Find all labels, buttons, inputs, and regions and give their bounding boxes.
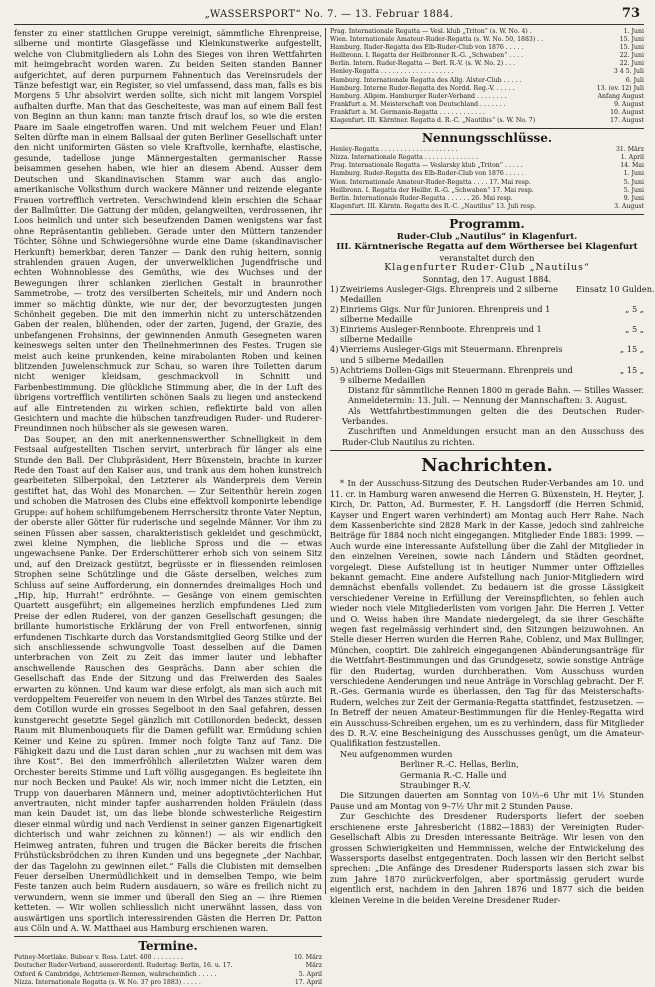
nennung-row-date: 14. Mai — [620, 162, 644, 170]
regatta-date-row — [330, 28, 644, 36]
regatta-date-row-date: 9. August — [614, 100, 644, 108]
regatta-date-row-event: Prag. Internationale Regatta — Vesl. klub „Triton“ (s. W. No. 4) . — [330, 28, 532, 35]
article-paragraph: Das Souper, an den mit anerkennenswerther Schnelligkeit in dem Festsaal aufgestellten Tischen servirt, unterbrach für länger als eine Stunde den Ball. Der Clubpräsident, Herr Büxenstein, brachte in kurzer Rede den Toast auf den Kaiser aus, und trank aus dem hohen kunstreich gearbeiteten Silberpokal, den Letzterer als Wanderpreis dem Verein gestiftet hat, das Wohl des Monarchen. — Zur Seitenthür herein zogen und schoben die Matrosen des Clubs eine effektvoll komponirte lebendige Gruppe: auf hohem schilfumgebenem Herrschersitz thronte Vater Neptun, der oberste aller Götter für ruderische und segelnde Männer. Vor ihm zu seinen Füssen aber sassen, charakteristisch gekleidet und geschmückt, zwei kleine Nymphen, die liebliche Spross und die — etwas ungewachsene Panke. Der Erderschütterer erhob sich von seinem Sitz und, auf den Dreizack gestützt, begrüsste er in fliessenden reimlosen Strophen seine Schützlinge und die Gäste derselben, welches zum Schluss auf seine Aufforderung, ein donnerndes dreimaliges Hoch und „Hip, hip, Hurrah!“ erdröhnte. — Gesänge von einem gemischten Quartett ausgeführt; ein allgemeines herzlich empfundenes Lied zum Preise der edlen Ruderei, von der ganzen Gesellschaft gesungen; die brillante humoristische Erklärung der von Frell entworfenen, sinnig erfundenen Tischkarte durch das Vorstandsmitglied Georg Stilke und der sich anschliessende schwungvolle Toast desselben auf die Damen unterbrachen von Zeit zu Zeit das immer lauter und lebhafter anschwellende Rauschen des Gesprächs. Dann aber schien die Gesellschaft das Ende der Sitzung und das Freiwerden des Saales erwarten zu können. Und kaum war diese erfolgt, als man sich auch mit verdoppeltem Feuereifer von neuem in den Wirbel des Tanzes stürzte. Bei dem Cotillon wurde ein grosses Segelboot in den Saal gefahren, dessen kunstgerecht gesetzte Segel gänzlich mit Cotillonorden bedeckt, dessen Raum mit Blumenbouquets für die Damen gefüllt war. Ermüdung schien Keiner und Keine zu spüren. Immer noch folgte Tanz auf Tanz. Die Fähigkeit dazu und die Lust daran schien „nur zu wachsen mit dem was ihre Kost“. Bei den immerfröhlich alleriletzten Walzer waren dem Orchester bereits Stimme und Luft völlig ausgegangen. Es begleitete ihn nur noch Becken und Pauke! Als wir, noch immer nicht die Letzten, ein Trupp von dauerbaren Männern und, meiner adoptivtöchterlichen Hut anvertrauten, nicht minder tapfer ausharrenden holden Fräulein (dass man kein Daudet ist, um das liebe blonde schwesterliche Reigestirn dieser einmal würdig und nach Verdienst in seiner ganzen Eigenartigkeit dichterisch und wahr zeichnen zu können!) — als wir endlich den Heimweg antraten, fuhren und trugen die Bäcker bereits die frischen Frühstücksbrödchen zu ihren Kunden und uns begegnete „der Nachbar, der das Tagelohn zu gewinnen eilet.“ Falls die Clubisten mit demselben Feuer derselben Unermüdlichkeit und in demselben Tempo, wie beim Feste tanzen auch beim Rudern ausdauern, so wäre es freilich nicht zu verwundern, wenn sie immer und überall den Sieg an — ihre Riemen ketteten. — Wir wollen schliesslich nicht unerwähnt lassen, dass von auswärtigen uns sportlich interessirenden Gästen die Herren Dr. Patton aus Cöln und A. W. Matthaei aus Hamburg erschienen waren. — [14, 433, 323, 933]
sitting-paragraph: Die Sitzungen dauerten am Sonntag von 10½–6 Uhr mit 1½ Stunden Pause und am Montag von 9–7½ Uhr mit 2 Stunden Pause. — [330, 790, 644, 811]
nennung-row-date: 1. April — [620, 154, 644, 162]
race-number: 1) — [330, 283, 339, 294]
regatta-date-row — [330, 109, 644, 117]
page-header — [14, 8, 644, 25]
race-entry — [330, 344, 644, 364]
programm-organiser: veranstaltet durch den — [439, 252, 535, 263]
new-member: Germania R.-C. Halle und — [400, 769, 507, 780]
programm-club-name: Klagenfurter Ruder-Club „Nautilus“ — [384, 262, 590, 274]
regatta-date-row-event: Frankfurt a. M. Germania-Regatta . . . . . . . . . . . . — [330, 108, 485, 116]
termine-date: 17. April — [294, 978, 322, 986]
nennung-row-event: Nizza. Internationale Regatta . . . . . . . . . . . . . . — [330, 154, 478, 162]
race-fee: „ 15 „ — [619, 364, 644, 375]
regatta-date-row-date: 15. Juni — [619, 44, 644, 52]
race-fee: „ 5 „ — [625, 304, 644, 315]
race-number: 5) — [330, 364, 339, 375]
regatta-date-row — [330, 93, 644, 101]
header-title: „WASSERSPORT“ No. 7. — 13. Februar 1884. — [204, 9, 454, 20]
page-number: 73 — [621, 6, 640, 21]
regatta-date-row-date: 6. Juli — [625, 76, 644, 84]
termine-date: 10. März — [293, 954, 322, 962]
termine-row — [14, 979, 322, 987]
regatta-date-row-event: Hamburg. Interne Ruder-Regatta des Nordd. Reg.-V. . . . . . — [330, 84, 515, 92]
regatta-date-row-event: Hamburg. Internationale Regatta des Allg. Alster-Club . . . . . — [330, 76, 522, 84]
race-number: 3) — [330, 324, 339, 335]
geschichte-paragraph: Zur Geschichte des Dresdener Rudersports liefert der soeben erschienene erste Jahresbericht (1882—1883) der Vereinigten Ruder-Gesellschaft Albis zu Dresden interessante Beiträge. Wir lesen von den grossen Schwierigkeiten und Hemmnissen, welche der Entwickelung des Wassersports daselbst entgegentraten. Doch lassen wir den Bericht selbst sprechen: „Die Anfänge des Dresdener Rudersports lassen sich zwar bis zum Jahre 1870 zurückverfolgen, aber sportmässig gerudert wurde eigentlich erst, nachdem in den Jahren 1876 und 1877 sich die beiden kleinen Vereine in die beiden Vereine Dresdener Ruder- — [330, 811, 644, 905]
nennung-row — [330, 146, 644, 154]
nennung-heading: Nennungsschlüsse. — [421, 131, 553, 146]
race-fee: „ 5 „ — [625, 324, 644, 335]
regatta-date-row-date: 17. August — [610, 117, 644, 125]
programm-heading: Programm. — [449, 216, 525, 231]
regatta-date-row — [330, 68, 644, 76]
nennung-row — [330, 162, 644, 170]
new-members-intro: Neu aufgenommen wurden — [340, 748, 453, 759]
race-description: Vierriems Ausleger-Gigs mit Steuermann. Ehrenpreis und 5 silberne Medaillen — [340, 344, 563, 365]
regatta-date-row-event: Hamburg. Ruder-Regatta des Elb-Ruder-Club von 1876 . . . . . — [330, 44, 524, 52]
regatta-date-row-date: 3 4 5. Juli — [613, 68, 644, 76]
termine-event: Putney-Mortlake. Bubear v. Ross. Latrl. 400 . . . . . . . . — [14, 954, 183, 962]
regatta-date-row — [330, 44, 644, 52]
regatta-date-row-event: Klagenfurt. III. Kärntner. Regatta d. R.-C. „Nautilus“ (s. W. No. 7) — [330, 117, 536, 125]
left-column — [14, 28, 323, 986]
divider — [14, 936, 322, 937]
nennung-row-date: 9. Juni — [623, 194, 644, 202]
termine-row — [14, 954, 322, 962]
right-column — [330, 28, 655, 905]
race-description: Einriems Gigs. Nur für Junioren. Ehrenpreis und 1 silberne Medaille — [340, 304, 551, 325]
nennung-list — [330, 146, 644, 211]
programm-regatta: III. Kärntnerische Regatta auf dem Wörthersee bei Klagenfurt — [336, 242, 638, 253]
regatta-date-row-event: Frankfurt a. M. Meisterschaft von Deutschland . . . . . . . — [330, 100, 506, 108]
regatta-date-row-date: 10. August — [610, 108, 644, 116]
nennung-row-event: Prag. Internationale Regatta — Veslarsky klub „Triton“ . . . . . — [330, 162, 523, 170]
nennung-row-event: Klagenfurt. III. Kärntn. Regatta des R.-C. „Nautilus“ 13. Juli resp. — [330, 202, 536, 210]
nennung-row-event: Heilbronn. I. Regatta der Heilbr. R.-G. „Schwaben“ 17. Mai resp. — [330, 186, 534, 194]
race-entry — [330, 283, 655, 304]
regatta-date-row-date: 13. (ev. 12) Juli — [596, 84, 644, 92]
nennung-row — [330, 203, 644, 211]
nennung-row — [330, 154, 644, 162]
nennung-row-date: 5. Juni — [623, 186, 644, 194]
programm-note: Als Wettfahrtbestimmungen gelten die des Deutschen Ruder-Verbandes. — [342, 405, 644, 427]
race-description: Zweiriems Ausleger-Gigs. Ehrenpreis und 2 silberne Medaillen — [340, 283, 558, 304]
termine-event: Nizza. Internationale Regatta (s. W. No. 37 pro 1883) . . . . . — [14, 978, 201, 986]
termine-event: Deutscher Ruder-Verband, ausserordentl. Rudertag: Berlin, 16. u. 17. — [14, 962, 233, 970]
regatta-dates-list — [330, 28, 644, 125]
regatta-date-row-event: Heilbronn. I. Regatta der Heilbronner R.-G. „Schwaben“ . . . . — [330, 52, 524, 60]
regatta-date-row-event: Wien. Internationale Amateur-Ruder-Regatta (s. W. No. 50, 1883) . . — [330, 36, 544, 44]
nennung-row-date: 1. Juni — [623, 170, 644, 178]
nennung-row-date: 31. März — [615, 146, 644, 154]
regatta-date-row — [330, 101, 644, 109]
regatta-date-row — [330, 52, 644, 60]
race-fee: „ 15 „ — [619, 344, 644, 355]
nennung-row — [330, 170, 644, 178]
regatta-date-row — [330, 36, 644, 44]
regatta-date-row-event: Hamburg. Allgem. Hamburger Ruder-Verband . . . . . . . . — [330, 92, 507, 100]
termine-row — [14, 962, 322, 970]
race-list — [330, 283, 655, 385]
termine-date: 5. April — [298, 970, 322, 978]
nennung-row-event: Hamburg. Ruder-Regatta des Elb-Ruder-Club von 1876 . . . . . — [330, 170, 524, 178]
regatta-date-row-date: Anfang August — [597, 92, 644, 100]
regatta-date-row-date: 1. Juni — [623, 28, 644, 35]
nennung-row-event: Henley-Regatta . . . . . . . . . . . . . . . . . . . . — [330, 146, 458, 154]
programm-note: Zuschriften und Anmeldungen ersucht man an den Ausschuss des Ruder-Club Nautilus zu richten. — [342, 426, 644, 447]
divider — [330, 128, 644, 129]
regatta-date-row-date: 22. Juni — [619, 52, 644, 60]
regatta-date-row-date: 22. Juni — [619, 60, 644, 68]
race-entry — [330, 304, 644, 324]
regatta-date-row — [330, 117, 644, 125]
article-paragraph: fenster zu einer stattlichen Gruppe vereinigt, sämmtliche Ehrenpreise, silberne und montirte Glasgefässe und Kleinkunstwerke aufgestellt, welche von Clubmitgliedern als Lohn des Sieges von ihren Wettfahrten mit heimgebracht worden waren. Zu beiden Seiten standen Banner aufgerichtet, auf deren purpurnem Fahnentuch das Vereinsrudels der Tänze befestigt war, ein Register, so viel umfassend, dass man, falls es bis Morgens 5 Uhr absolvirt werden sollte, sich nicht mit langem Vorspiel aufhalten durfte. Man that das Gescheiteste, was man auf einem Ball fest von Beginn an thun kann: man tanzte frisch drauf los, so wie die ersten Paare im Saale eingetroffen waren. Und mit welchem Feuer und Elan! Selten dürfte man in einem Ballsaal der guten Berliner Gesellschaft unter den nicht uniformirten Gästen so viele Kraftvolle, kernhafte, elastische, gesunde, tadellose junge Männergestalten germanischer Rasse beisammen gesehen haben, wie hier an diesem Abend. Ausser dem Deutschen und Skandinavischen Stamm war auch das anglo-amerikanische Volksthum durch wackere Männer und reizende elegante Frauen vortrefflich vertreten. Verschwindend klein erschien die Schaar der Ballmütter. Die Gattung der müden, gelangweilten, verdrossenen, ihr Loos heimlich und unter sich beseufzenden Damen wenigstens war fast ohne Repräsentantin geblieben. Gerade unter den Müttern tanzender Töchter, Söhne und Schwiegersöhne wurde eine Dame (skandinavischer Herkunft) bemerkbar, deren Tanzer — Dank den ruhig heitern, sonnig strahlenden grauen Augen, der unverwelklichen Jugendfrische und echten Wohnnoblesse des Gemüths, wie des Wuchses und der Bewegungen ihrer schlanken zierlichen Gestalt in braunrother Sammetrobe, — trotz des versilberten Scheitels, mir und Andern noch immer so mächtig dünkte, wie nur der, der bevorzugtesten jungen Schönheit gegeben. Die mit den immerhin nicht zu unterschätzenden Gaben der realen, blühenden, oder der zarten, Jugend, der Grazie, des unbefangenen Frohsinns, der gewinnenden Anmuth Gesegneten waren keineswegs selten unter den Theilnehmerinnen des Festes. Trugen sie meist auch keine prunkenden, keine mirabolanten Roben und keinen blitzenden Juwelenschmuck zur Schau, so waren ihre Toiletten darum nicht weniger kleidsam, geschmackvoll in Schnitt und Farbenbestimmung. Die glückliche Stimmung aber, die in der Luft des übrigens vortrefflich ventilirten schönen Saals zu liegen und ansteckend auf alle Eintretenden zu wirken schien, reflektirte bald von allen Gesichtern und machte die hübschen tanzfreudigen Ruder- und Ruderer-Freundinnen noch hübscher als sie gewesen waren. — [14, 28, 322, 434]
race-number: 4) — [330, 344, 339, 355]
race-description: Einriems Ausleger-Rennboote. Ehrenpreis und 1 silberne Medaille — [340, 324, 542, 345]
regatta-date-row-event: Henley-Regatta . . . . . . . . . . . . . . . . . . . — [330, 68, 454, 76]
divider — [330, 214, 644, 215]
nennung-row-date: 5. Juni — [623, 178, 644, 186]
nennung-row-event: Wien. Internationale Amateur-Ruder-Regatta . . . . 17. Mai resp. — [330, 178, 531, 186]
divider — [330, 450, 644, 451]
new-member: Straubinger R.-V. — [400, 780, 471, 791]
race-number: 2) — [330, 304, 339, 315]
new-member: Berliner R.-C. Hellas, Berlin, — [400, 759, 519, 770]
termine-row — [14, 971, 322, 979]
termine-heading: Termine. — [138, 939, 198, 954]
programm-club: Ruder-Club „Nautilus“ in Klagenfurt. — [396, 231, 578, 242]
column-rule — [325, 28, 326, 894]
termine-event: Oxford & Cambridge, Achtriemer-Rennen, wahrscheinlich . . . . . — [14, 970, 217, 978]
regatta-date-row — [330, 60, 644, 68]
race-fee: Einsatz 10 Gulden. — [576, 283, 655, 294]
nennung-row — [330, 187, 644, 195]
regatta-date-row-date: 15. Juni — [619, 36, 644, 44]
nennung-row-date: 3. August — [614, 202, 644, 210]
regatta-date-row — [330, 77, 644, 85]
news-paragraph: * In der Ausschuss-Sitzung des Deutschen Ruder-Verbandes am 10. und 11. cr. in Hamburg waren anwesend die Herren G. Büxenstein, H. Heyter, J. Kirch, Dr. Patton, Ad. Burmester, F. H. Langsdorff (die Herren Schmid, Kayser und Engert waren verhindert) am Montag auch Herr Rahe. Nach dem Kassenberichte sind 2828 Mark in der Kasse, jedoch sind zahlreiche Beiträge für 1884 noch nicht eingegangen. Mitglieder Ende 1883: 1999. — Auch wurde eine interessante Aufstellung über die Zahl der Mitglieder in den einzelnen Vereinen, sowie nach Ländern und Städten geordnet, vorgelegt. Diese Aufstellung ist in heutiger Nummer unter Offizielles bekannt gemacht. Eine andere Aufstellung nach Junior-Mitgliedern wird demnächst ebenfalls vollendet. Zu bedauern ist die grosse Lässigkeit verschiedener Vereine in Erfüllung der Vereinspflichten, so fehlen auch wieder noch viele Mitgliederlisten vom vorigen Jahr. Die Herren J. Vetter und O. Weiss haben ihre Mandate niedergelegt, da sie ihrer Geschäfte wegen fast regelmässig verhindert sind, den Sitzungen beizuwohnen. An Stelle dieser Herren wurden die Herren Rahe, Coblenz, und Max Bullinger, München, cooptirt. Die zahlreich eingegangenen Abänderungsanträge für die Wettfahrt-Bestimmungen und das Grundgesetz, sowie sonstige Anträge für den Rudertag, wurden durchberathen. Vom Ausschuss wurden verschiedene Aenderungen und neue Anträge in Vorschlag gebracht. Der F. R.-Ges. Germania wurde es überlassen, den Tag für das Meisterschafts-Rudern, welches zur Zeit der Germania-Regatta stattfindet, festzusetzen. — In Betreff der neuen Amateur-Bestimmungen für die Henley-Regatta wird ein Ausschuss-Schreiben ergehen, um es zu verhindern, dass für Mitglieder des D. R.-V. eine Bescheinigung des Ausschusses genügt, um die Amateur-Qualifikation festzustellen. — [330, 478, 644, 749]
termine-date: März — [305, 962, 322, 970]
programm-note: Anmeldetermin: 13. Juli. — Nennung der Mannschaften: 3. August. — [348, 395, 628, 406]
nachrichten-heading: Nachrichten. — [421, 455, 553, 477]
regatta-date-row-event: Berlin. Intern. Ruder-Regatta — Berl. R.-V. (s. W. No. 2) . . . — [330, 60, 516, 68]
programm-date: Sonntag, den 17. August 1884. — [422, 273, 552, 284]
nennung-row-event: Berlin. Internationale Ruder-Regatta . . . . . . 26. Mai resp. — [330, 194, 513, 202]
programm-note: Distanz für sämmtliche Rennen 1800 m gerade Bahn. — Stilles Wasser. — [348, 384, 644, 395]
race-entry — [330, 324, 644, 344]
race-description: Achtriems Dollen-Gigs mit Steuermann. Ehrenpreis und 9 silberne Medaillen — [340, 364, 573, 385]
regatta-date-row — [330, 85, 644, 93]
nennung-row — [330, 179, 644, 187]
columns — [14, 28, 655, 986]
race-entry — [330, 365, 644, 385]
nennung-row — [330, 195, 644, 203]
